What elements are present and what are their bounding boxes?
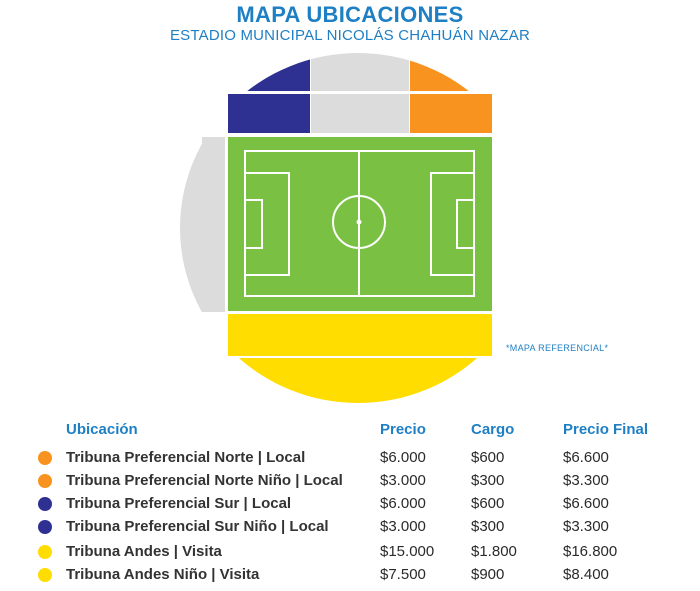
row-precio: $6.000 <box>380 449 426 466</box>
stadium-name: ESTADIO MUNICIPAL NICOLÁS CHAHUÁN NAZAR <box>169 27 531 44</box>
table-row <box>0 493 700 515</box>
row-precio-final: $6.600 <box>563 495 609 512</box>
row-precio-final: $3.300 <box>563 472 609 489</box>
row-precio: $6.000 <box>380 495 426 512</box>
row-cargo: $900 <box>471 566 505 583</box>
table-row <box>0 564 700 586</box>
orange-dot-icon <box>38 451 52 465</box>
row-precio-final: $16.800 <box>563 543 618 560</box>
row-precio: $15.000 <box>380 543 435 560</box>
yellow-dot-icon <box>38 545 52 559</box>
table-row <box>0 447 700 469</box>
header-precio-final: Precio Final <box>563 421 649 438</box>
row-ubicacion: Tribuna Andes Niño | Visita <box>66 566 260 583</box>
row-precio: $3.000 <box>380 472 426 489</box>
orange-dot-icon <box>38 474 52 488</box>
map-note: *MAPA REFERENCIAL* <box>506 343 609 353</box>
row-precio-final: $3.300 <box>563 518 609 535</box>
header-precio: Precio <box>380 421 426 438</box>
row-cargo: $600 <box>471 495 505 512</box>
row-cargo: $300 <box>471 518 505 535</box>
row-cargo: $1.800 <box>471 543 517 560</box>
row-ubicacion: Tribuna Andes | Visita <box>66 543 222 560</box>
table-row <box>0 470 700 492</box>
row-ubicacion: Tribuna Preferencial Norte Niño | Local <box>66 472 343 489</box>
table-row <box>0 516 700 538</box>
navy-dot-icon <box>38 520 52 534</box>
row-ubicacion: Tribuna Preferencial Sur | Local <box>66 495 292 512</box>
row-precio-final: $6.600 <box>563 449 609 466</box>
row-precio-final: $8.400 <box>563 566 609 583</box>
page-title: MAPA UBICACIONES <box>236 2 464 27</box>
header-ubicacion: Ubicación <box>66 421 138 438</box>
row-precio: $7.500 <box>380 566 426 583</box>
yellow-dot-icon <box>38 568 52 582</box>
row-precio: $3.000 <box>380 518 426 535</box>
row-ubicacion: Tribuna Preferencial Norte | Local <box>66 449 306 466</box>
navy-dot-icon <box>38 497 52 511</box>
row-ubicacion: Tribuna Preferencial Sur Niño | Local <box>66 518 329 535</box>
header-cargo: Cargo <box>471 421 515 438</box>
table-row <box>0 541 700 563</box>
row-cargo: $300 <box>471 472 505 489</box>
row-cargo: $600 <box>471 449 505 466</box>
